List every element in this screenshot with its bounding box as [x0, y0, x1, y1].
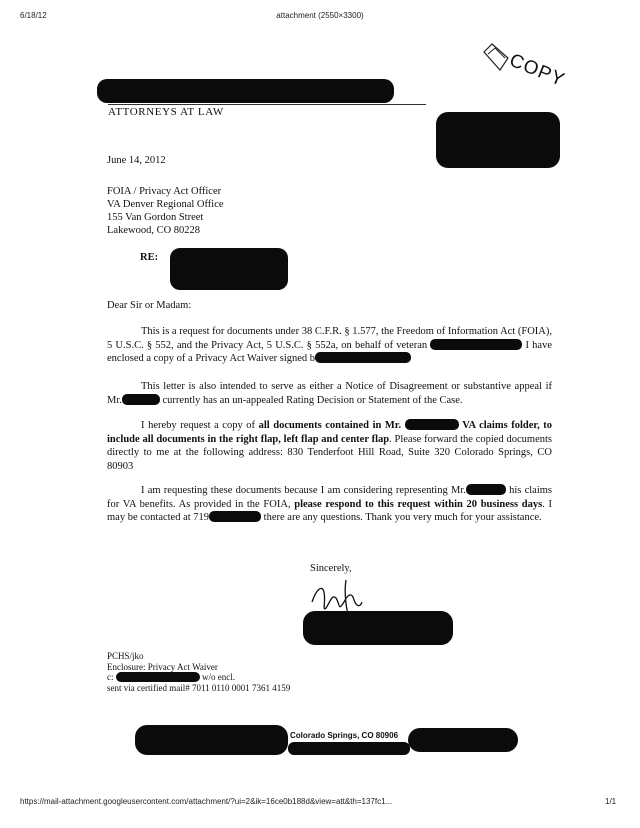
redaction-cc [116, 672, 200, 682]
paragraph-3-text-a: I hereby request a copy of [141, 420, 259, 431]
enclosure: Enclosure: Privacy Act Waiver [107, 661, 218, 672]
recipient-line: 155 Van Gordon Street [107, 212, 204, 223]
print-url: https://mail-attachment.googleusercontent.com/attachment/?ui=2&ik=16ce0b188d&view=att&th=137fc1... [20, 797, 393, 806]
sent-via: sent via certified mail# 7011 0110 0001 7361 4159 [107, 682, 291, 693]
paragraph-4-text-a: I am requesting these documents because I am considering representing Mr. [141, 485, 466, 496]
paragraph-4-text-d: . I may be contacted at 719 [107, 498, 553, 523]
paragraph-3-text-c: . Please forward the copied documents directly to me at the following address: 830 Tenderfoot Hill Road, Suite 320 Colorado Springs, CO 80903 [107, 433, 552, 472]
paragraph-3-bold-b: VA claims folder, to include all documents in the right flap, left flap and center flap [107, 420, 553, 445]
salutation: Dear Sir or Madam: [107, 300, 192, 311]
print-page-number: 1/1 [605, 797, 617, 806]
recipient-line: VA Denver Regional Office [107, 199, 224, 210]
redaction-signature-name [303, 611, 453, 645]
redaction-signer [315, 352, 411, 363]
recipient-line: Lakewood, CO 80228 [107, 225, 201, 236]
redaction-re [170, 248, 288, 290]
print-title: attachment (2550×3300) [276, 11, 364, 20]
paragraph-4 [107, 484, 552, 525]
redaction-firm [97, 79, 394, 103]
re-label: RE: [140, 252, 159, 263]
redaction-name [405, 419, 459, 430]
notes-block [107, 651, 290, 693]
paragraph-2-text-a: This letter is also intended to serve as either a Notice of Disagreement or substantive appeal if Mr. [107, 381, 552, 406]
copy-stamp: COPY [506, 49, 568, 92]
footer-address: Colorado Springs, CO 80906 [290, 731, 399, 740]
paragraph-1-text-a: This is a request for documents under 38 C.F.R. § 1.577, the Freedom of Information Act (FOIA), 5 U.S.C. § 552, and the Privacy Act, 5 U.S.C. § 552a, on behalf of veteran [107, 326, 552, 351]
redaction-footer-left [135, 725, 288, 755]
paragraph-4-text-e: there are any questions. Thank you very much for your assistance. [263, 512, 542, 523]
recipient-address [107, 185, 224, 237]
redaction-phone [209, 511, 261, 522]
letter-date: June 14, 2012 [107, 155, 166, 166]
cc-label: c: [107, 672, 114, 682]
firm-tagline: ATTORNEYS AT LAW [108, 106, 224, 118]
closing: Sincerely, [310, 563, 352, 574]
paragraph-2-text-b: currently has an un-appealed Rating Decision or Statement of the Case. [162, 394, 463, 406]
redaction-veteran [430, 339, 522, 350]
redaction-footer-mid [288, 742, 410, 755]
paragraph-2 [107, 380, 552, 407]
initials: PCHS/jko [107, 651, 144, 661]
cc-line [107, 672, 290, 683]
cc-suffix: w/o encl. [202, 672, 235, 682]
paragraph-3 [107, 419, 552, 473]
recipient-line: FOIA / Privacy Act Officer [107, 186, 222, 197]
paragraph-3-bold-a: all documents contained in Mr. [258, 420, 402, 431]
paragraph-4-bold: please respond to this request within 20 business days [294, 498, 543, 510]
redaction-name [466, 484, 506, 495]
redaction-footer-right [408, 728, 518, 752]
redaction-partners [436, 112, 560, 168]
paragraph-1-text-b: I have enclosed a copy of a Privacy Act Waiver signed b [107, 339, 552, 364]
paragraph-4-text-b: his claims for VA benefits. As provided in the FOIA, [107, 485, 552, 510]
letterhead-rule [108, 104, 426, 105]
paragraph-1 [107, 325, 552, 366]
print-date: 6/18/12 [20, 11, 47, 20]
redaction-name [122, 394, 160, 405]
